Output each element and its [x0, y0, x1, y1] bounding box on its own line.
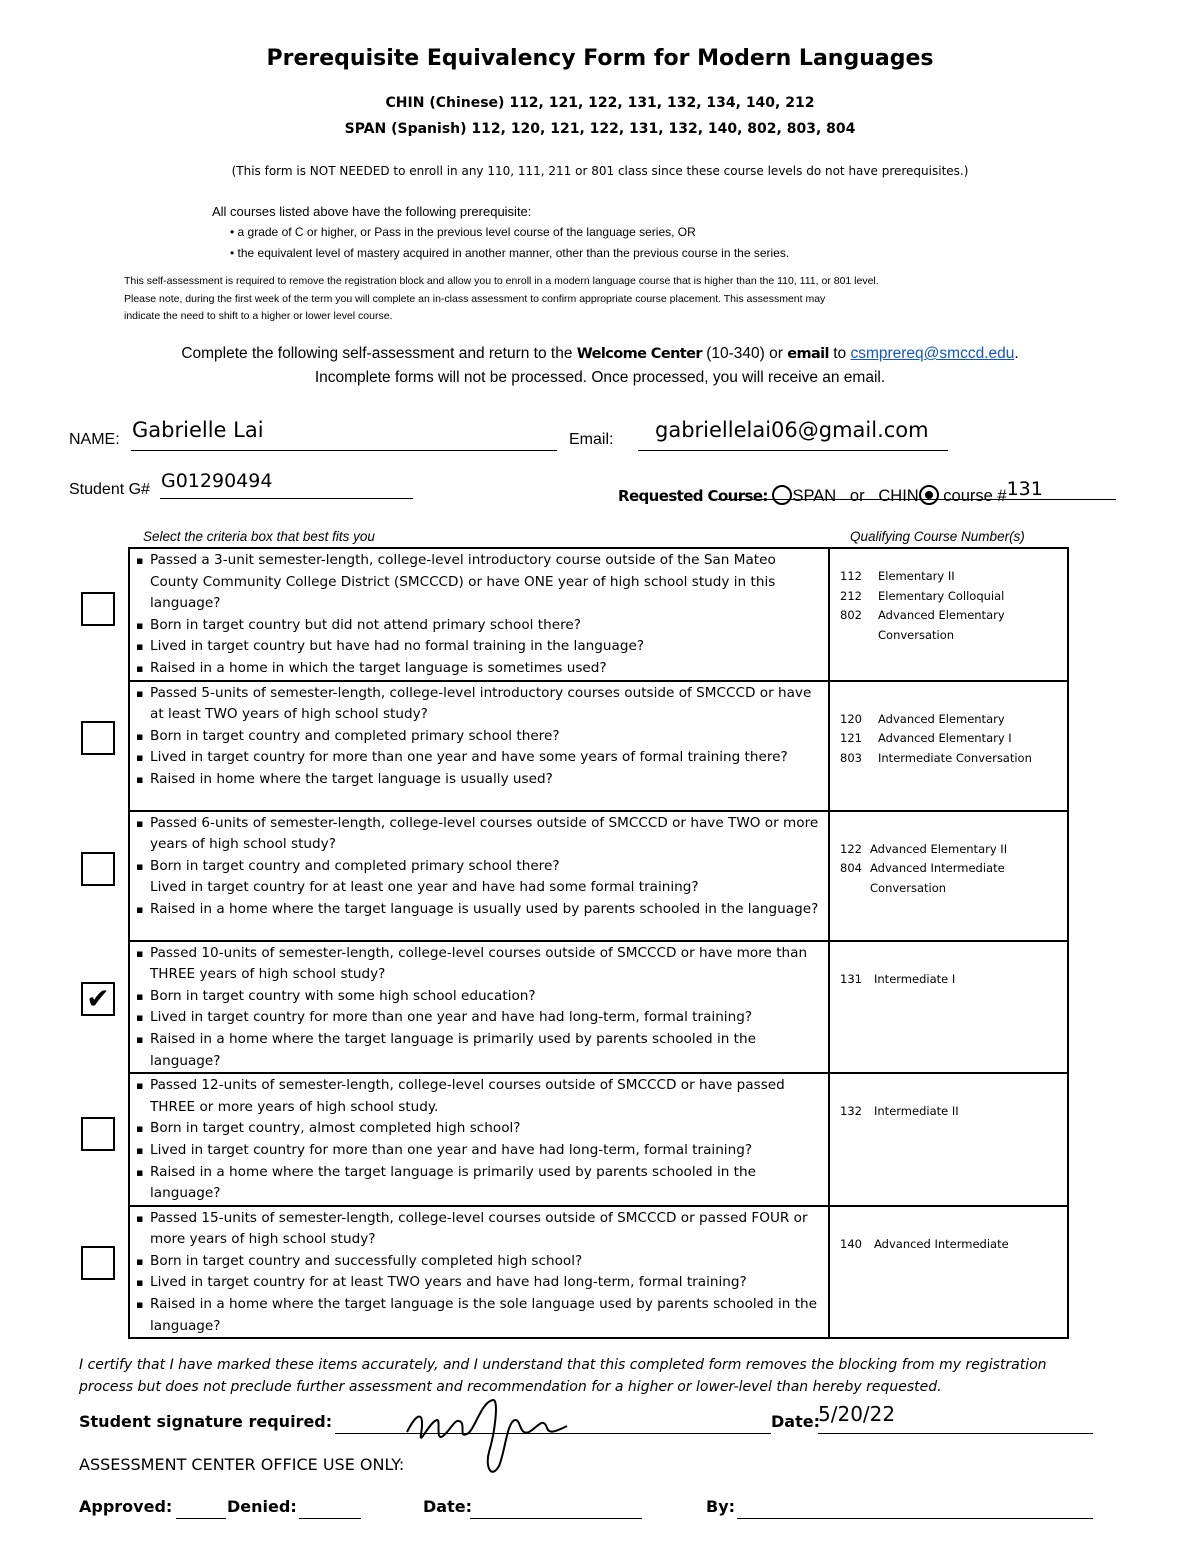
- email-underline: [638, 450, 948, 451]
- criteria-cell: [129, 548, 829, 681]
- table-row: [129, 1073, 1068, 1206]
- criteria-item: ▪ Passed 12-units of semester-length, college-level courses outside of SMCCCD or have passed THREE or more years of high school study.: [136, 1075, 822, 1118]
- table-row: [129, 681, 1068, 811]
- criteria-item: ▪ Born in target country and completed primary school there?: [136, 726, 822, 748]
- instruction-text: (10-340) or: [701, 345, 788, 362]
- instruction-text: Complete the following self-assessment and return to the: [181, 345, 577, 362]
- incomplete-note: Incomplete forms will not be processed. Once processed, you will receive an email.: [314, 369, 886, 386]
- requested-course-label: Requested Course:: [618, 487, 768, 505]
- criteria-item: ▪ Lived in target country for more than one year and have some years of formal training there?: [136, 747, 822, 769]
- course-entry: 112 Elementary II: [840, 569, 955, 583]
- span-course-list: SPAN (Spanish) 112, 120, 121, 122, 131, 132, 140, 802, 803, 804: [344, 121, 856, 137]
- criteria-item: ▪ Born in target country and successfully completed high school?: [136, 1251, 822, 1273]
- requested-course-row: [618, 478, 1043, 506]
- criteria-item: ▪ Raised in a home in which the target language is sometimes used?: [136, 658, 822, 680]
- course-entry: 212 Elementary Colloquial: [840, 588, 1005, 603]
- criteria-item: ▪ Raised in a home where the target language is primarily used by parents schooled in the language?: [136, 1029, 822, 1072]
- criteria-item: ▪ Raised in home where the target language is usually used?: [136, 769, 822, 791]
- email-label: Email:: [569, 431, 614, 448]
- student-id-underline: [160, 498, 413, 499]
- criteria-item: ▪ Born in target country, almost completed high school?: [136, 1118, 822, 1140]
- date-field[interactable]: 5/20/22: [818, 1402, 896, 1426]
- criteria-cell: [129, 1073, 829, 1206]
- requested-course-underline: [718, 499, 1116, 500]
- course-entry: 131 Intermediate I: [840, 971, 956, 986]
- criteria-cell: [129, 811, 829, 941]
- prerequisite-bullet: • the equivalent level of mastery acquired in another manner, other than the previous course in the series.: [230, 246, 790, 260]
- courses-cell: [829, 1073, 1068, 1206]
- by-underline: [737, 1518, 1093, 1519]
- course-entry: Conversation: [878, 627, 955, 642]
- courses-cell: [829, 681, 1068, 811]
- approved-underline: [176, 1518, 226, 1519]
- criteria-item: ▪ Lived in target country for more than one year and have had long-term, formal training?: [136, 1140, 822, 1162]
- criteria-item: ▪ Passed 5-units of semester-length, college-level introductory courses outside of SMCCCD or have at least TWO years of high school study?: [136, 683, 822, 726]
- criteria-checkbox-3[interactable]: [81, 852, 115, 886]
- criteria-item: ▪ Passed 6-units of semester-length, college-level courses outside of SMCCCD or have TWO or more years of high school study?: [136, 813, 822, 856]
- courses-cell: [829, 811, 1068, 941]
- name-label: NAME:: [69, 431, 120, 448]
- denied-underline: [299, 1518, 361, 1519]
- welcome-center-label: Welcome Center: [576, 346, 702, 362]
- courses-cell: [829, 941, 1068, 1074]
- return-instructions: [0, 342, 1200, 389]
- course-entry: 132 Intermediate II: [840, 1104, 959, 1119]
- criteria-cell: [129, 1206, 829, 1339]
- table-row: [129, 941, 1068, 1074]
- or-label: or: [849, 487, 865, 505]
- criteria-item: ▪ Raised in a home where the target language is usually used by parents schooled in the language?: [136, 899, 822, 921]
- email-word: email: [787, 346, 829, 362]
- course-entry: 120 Advanced Elementary: [840, 711, 1005, 726]
- criteria-item: ▪ Passed 15-units of semester-length, college-level courses outside of SMCCCD or passed FOUR or more years of high school study?: [136, 1208, 822, 1251]
- office-date-underline: [470, 1518, 642, 1519]
- signature-label: Student signature required:: [79, 1412, 333, 1431]
- prerequisite-intro: All courses listed above have the following prerequisite:: [212, 204, 532, 219]
- chin-radio[interactable]: [919, 485, 939, 505]
- name-underline: [131, 450, 557, 451]
- criteria-item: ▪ Lived in target country but have had no formal training in the language?: [136, 636, 822, 658]
- criteria-checkbox-4[interactable]: [81, 982, 115, 1016]
- self-assessment-line: Please note, during the first week of the term you will complete an in-class assessment to confirm appropriate course placement. This assessment may: [124, 292, 826, 305]
- student-id-label: Student G#: [69, 481, 150, 498]
- criteria-column-header: Select the criteria box that best fits you: [143, 529, 375, 544]
- certification-statement: I certify that I have marked these items accurately, and I understand that this completed form removes the blocking from my registration process but does not preclude further assessment and recommendation for a higher or lower-level than hereby requested.: [79, 1357, 1047, 1395]
- criteria-cell: [129, 941, 829, 1074]
- chin-label: CHIN: [878, 487, 919, 505]
- course-number-label: course #: [943, 487, 1007, 505]
- approved-label: Approved:: [79, 1497, 173, 1516]
- criteria-checkbox-5[interactable]: [81, 1117, 115, 1151]
- self-assessment-line: indicate the need to shift to a higher or lower level course.: [124, 310, 393, 322]
- course-entry: 121 Advanced Elementary I: [840, 731, 1012, 746]
- email-field[interactable]: gabriellelai06@gmail.com: [655, 418, 929, 442]
- courses-column-header: Qualifying Course Number(s): [850, 529, 1025, 544]
- student-id-field[interactable]: G01290494: [161, 470, 273, 492]
- denied-label: Denied:: [227, 1497, 297, 1516]
- course-entry: 802 Advanced Elementary: [840, 608, 1005, 622]
- course-entry: 140 Advanced Intermediate: [840, 1236, 1009, 1251]
- criteria-item: ▪ Raised in a home where the target language is the sole language used by parents schooled in the language?: [136, 1294, 822, 1337]
- office-use-heading: ASSESSMENT CENTER OFFICE USE ONLY:: [79, 1455, 405, 1474]
- table-row: [129, 1206, 1068, 1339]
- prerequisite-block: [212, 201, 789, 264]
- criteria-item: ▪ Lived in target country for more than one year and have had long-term, formal training?: [136, 1007, 822, 1029]
- date-underline: [818, 1433, 1093, 1434]
- courses-cell: [829, 1206, 1068, 1339]
- courses-cell: [829, 548, 1068, 681]
- criteria-item: Lived in target country for at least one year and have had some formal training?: [150, 879, 699, 896]
- check-mark-icon: ✔: [86, 982, 110, 1015]
- criteria-checkbox-6[interactable]: [81, 1246, 115, 1280]
- criteria-table: [128, 547, 1069, 1339]
- span-radio[interactable]: [772, 485, 792, 505]
- form-title: Prerequisite Equivalency Form for Modern Languages: [266, 46, 934, 71]
- date-label: Date:: [771, 1412, 820, 1431]
- signature-image: [395, 1392, 580, 1482]
- self-assessment-line: This self-assessment is required to remove the registration block and allow you to enroll in a modern language course that is higher than the 110, 111, or 801 level.: [124, 275, 879, 287]
- course-entry: Conversation: [870, 880, 947, 895]
- prereq-email-link[interactable]: csmprereq@smccd.edu: [850, 345, 1015, 362]
- course-entry: 804 Advanced Intermediate: [840, 861, 1005, 876]
- criteria-item: ▪ Lived in target country for at least TWO years and have had long-term, formal training?: [136, 1272, 822, 1294]
- span-label: SPAN: [792, 487, 837, 505]
- prerequisite-bullet: • a grade of C or higher, or Pass in the previous level course of the language series, OR: [230, 225, 696, 239]
- instruction-text: to: [828, 345, 851, 362]
- criteria-item: ▪ Passed a 3-unit semester-length, college-level introductory course outside of the San Mateo County Community College District (SMCCCD) or have ONE year of high school study in this language?: [136, 550, 822, 615]
- name-field[interactable]: Gabrielle Lai: [132, 418, 264, 442]
- course-entry: 803 Intermediate Conversation: [840, 750, 1032, 765]
- criteria-item: ▪ Passed 10-units of semester-length, college-level courses outside of SMCCCD or have more than THREE years of high school study?: [136, 943, 822, 986]
- criteria-item: ▪ Born in target country but did not attend primary school there?: [136, 615, 822, 637]
- not-needed-note: (This form is NOT NEEDED to enroll in any 110, 111, 211 or 801 class since these course levels do not have prerequisites.): [231, 164, 969, 178]
- self-assessment-note: [124, 273, 1084, 326]
- criteria-cell: [129, 681, 829, 811]
- table-row: [129, 548, 1068, 681]
- criteria-checkbox-2[interactable]: [81, 721, 115, 755]
- by-label: By:: [706, 1497, 736, 1516]
- table-row: [129, 811, 1068, 941]
- chin-course-list: CHIN (Chinese) 112, 121, 122, 131, 132, 134, 140, 212: [385, 95, 815, 111]
- criteria-item: ▪ Born in target country and completed primary school there?: [136, 856, 822, 878]
- instruction-text: .: [1014, 345, 1019, 362]
- course-entry: 122 Advanced Elementary II: [840, 841, 1008, 856]
- criteria-item: ▪ Raised in a home where the target language is primarily used by parents schooled in the language?: [136, 1162, 822, 1205]
- criteria-item: ▪ Born in target country with some high school education?: [136, 986, 822, 1008]
- office-date-label: Date:: [423, 1497, 472, 1516]
- course-number-field[interactable]: 131: [1006, 478, 1043, 500]
- criteria-checkbox-1[interactable]: [81, 592, 115, 626]
